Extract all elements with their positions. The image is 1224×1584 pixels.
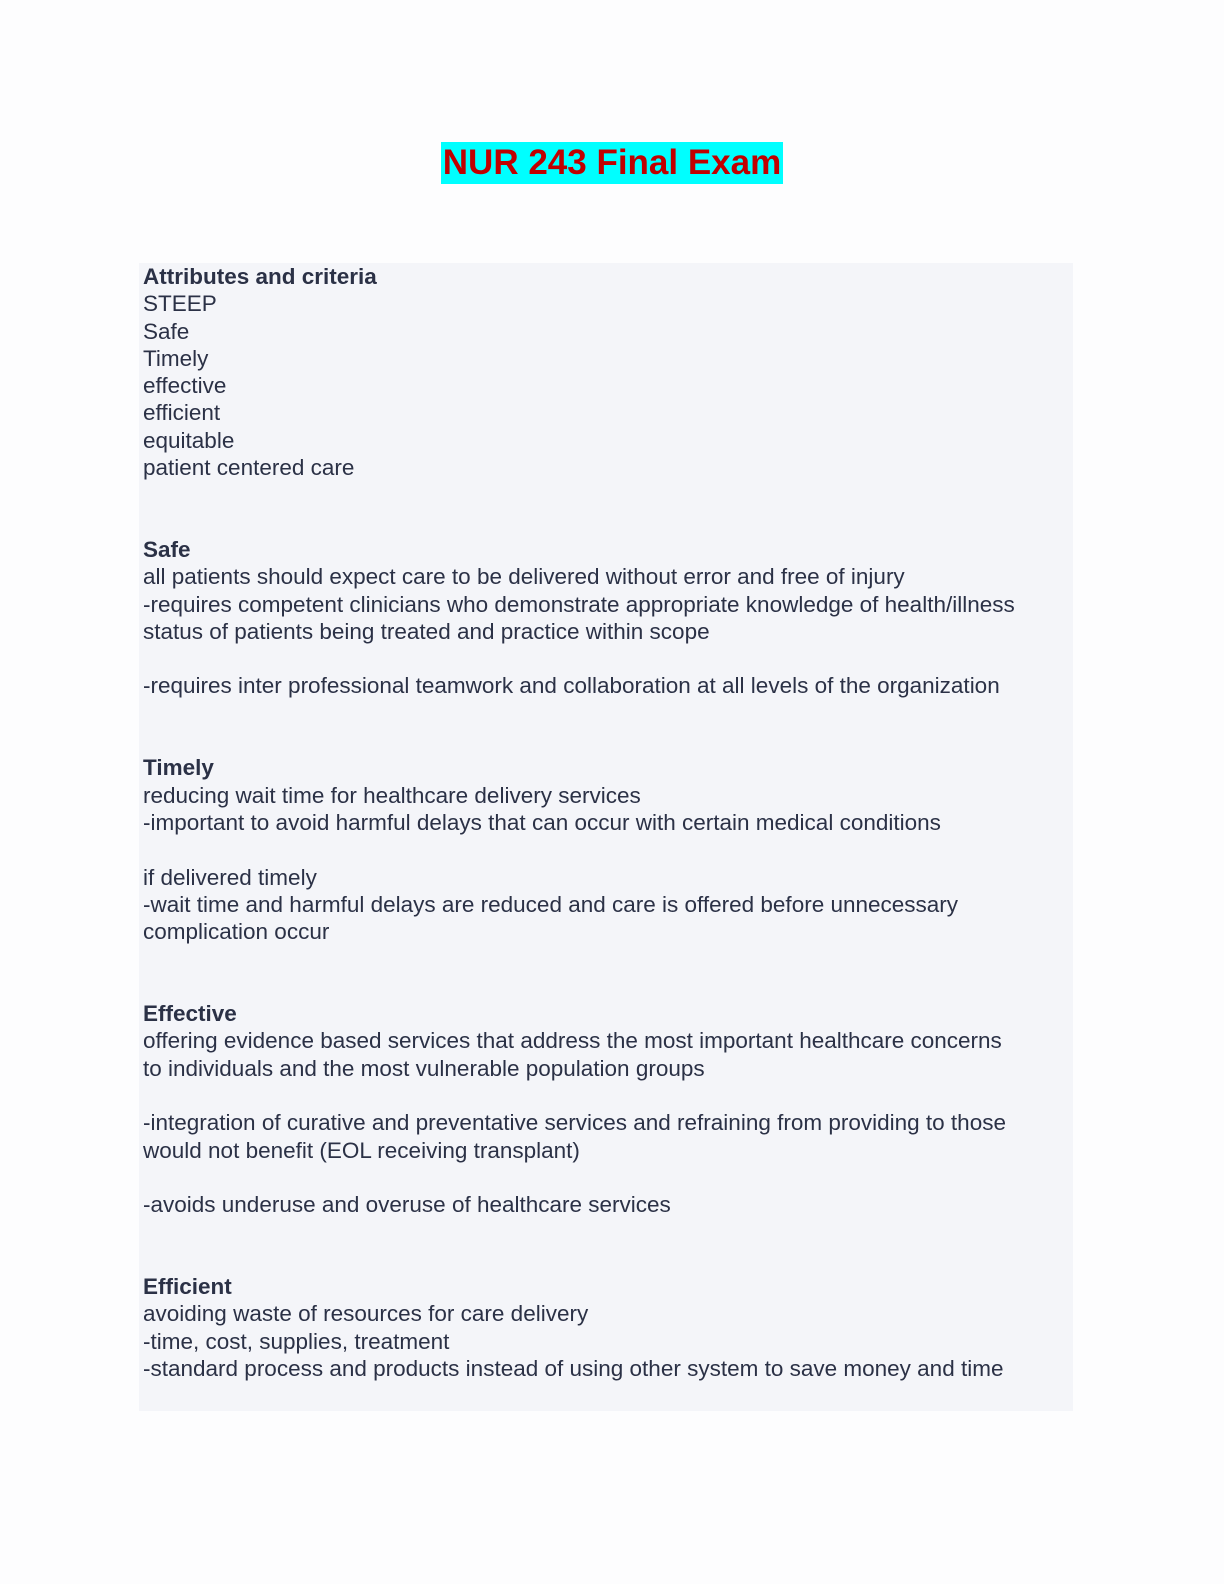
list-item: efficient: [143, 400, 221, 426]
spacer: [143, 1164, 1073, 1191]
list-item: Timely: [143, 345, 209, 371]
paragraph-line: offering evidence based services that address the most important healthcare concerns: [143, 1028, 1002, 1054]
spacer: [143, 700, 1073, 755]
section-heading: Timely: [143, 755, 214, 781]
paragraph-line: -important to avoid harmful delays that can occur with certain medical conditions: [143, 809, 941, 835]
list-item: equitable: [143, 427, 235, 453]
list-item: effective: [143, 373, 227, 399]
section-effective: [143, 1000, 1073, 1218]
section-efficient: [143, 1273, 1073, 1382]
paragraph-line: if delivered timely: [143, 864, 317, 890]
section-heading: Attributes and criteria: [143, 264, 377, 289]
section-heading: Efficient: [143, 1273, 232, 1299]
section-heading: Safe: [143, 536, 191, 562]
paragraph-line: -standard process and products instead of using other system to save money and time: [143, 1355, 1004, 1381]
spacer: [143, 1082, 1073, 1109]
list-item: Safe: [143, 318, 190, 344]
paragraph-line: avoiding waste of resources for care delivery: [143, 1301, 589, 1327]
paragraph-line: status of patients being treated and practice within scope: [143, 618, 710, 644]
spacer: [143, 945, 1073, 1000]
paragraph-line: complication occur: [143, 919, 330, 945]
paragraph-line: would not benefit (EOL receiving transplant): [143, 1137, 580, 1163]
section-heading: Effective: [143, 1001, 237, 1027]
section-attributes: [143, 263, 1073, 481]
list-item: patient centered care: [143, 455, 355, 481]
paragraph-line: -integration of curative and preventative services and refraining from providing to those: [143, 1110, 1006, 1136]
paragraph-line: all patients should expect care to be delivered without error and free of injury: [143, 564, 905, 590]
paragraph-line: to individuals and the most vulnerable population groups: [143, 1055, 705, 1081]
spacer: [143, 836, 1073, 863]
paragraph-line: -wait time and harmful delays are reduced and care is offered before unnecessary: [143, 891, 959, 917]
spacer: [143, 481, 1073, 536]
section-timely: [143, 754, 1073, 945]
title-wrapper: [0, 142, 1224, 184]
paragraph-line: -requires inter professional teamwork and collaboration at all levels of the organization: [143, 673, 1000, 699]
paragraph-line: -time, cost, supplies, treatment: [143, 1328, 450, 1354]
document-title: NUR 243 Final Exam: [442, 143, 782, 182]
spacer: [143, 1218, 1073, 1273]
paragraph-line: -requires competent clinicians who demonstrate appropriate knowledge of health/illness: [143, 591, 1015, 617]
paragraph-line: -avoids underuse and overuse of healthcare services: [143, 1192, 671, 1218]
list-item: STEEP: [143, 291, 217, 317]
paragraph-line: reducing wait time for healthcare delivery services: [143, 782, 641, 808]
document-body: [143, 263, 1073, 1382]
section-safe: [143, 536, 1073, 700]
spacer: [143, 645, 1073, 672]
